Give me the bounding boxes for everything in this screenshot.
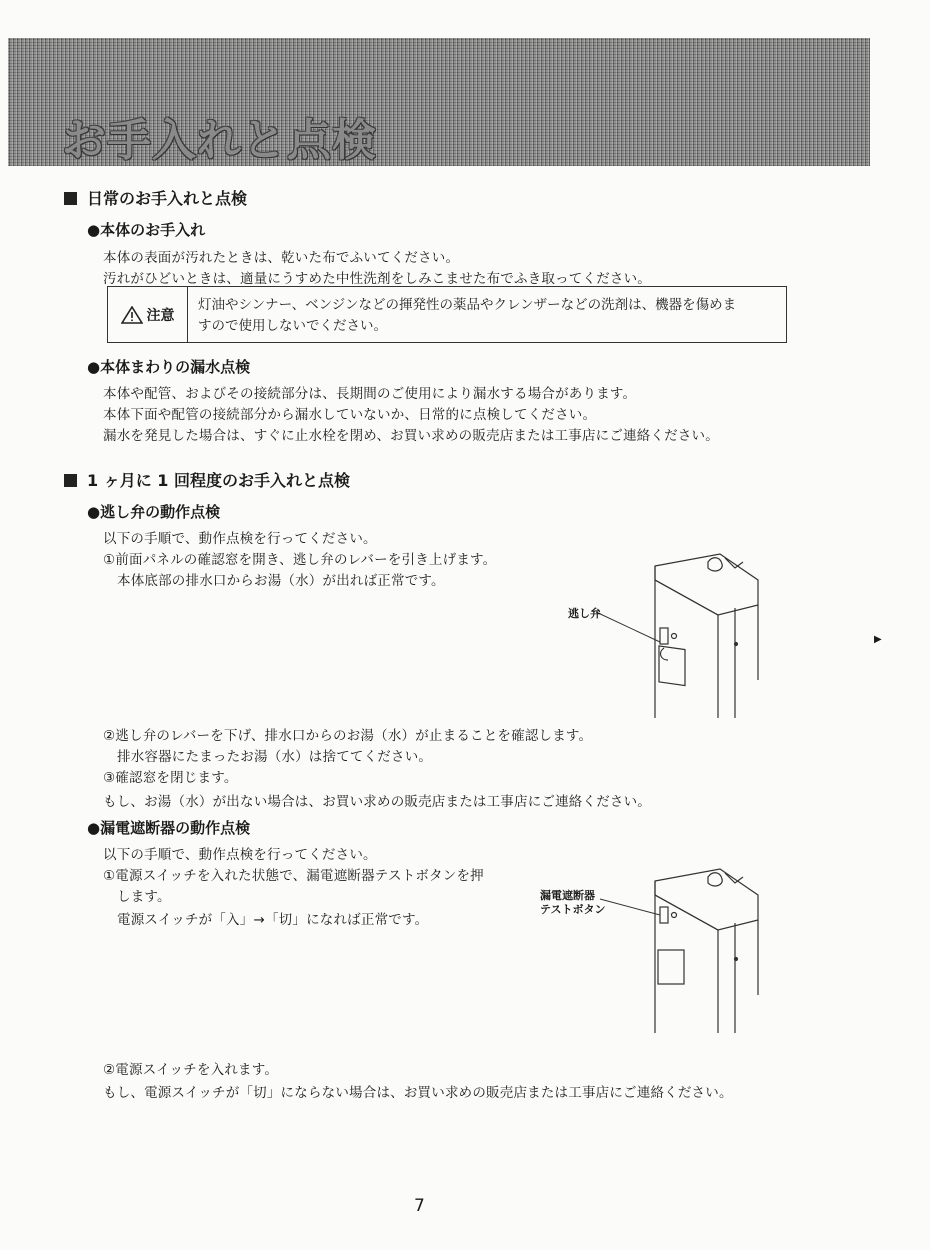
relief-step-1-note: 本体底部の排水口からお湯（水）が出れば正常です。: [117, 573, 445, 589]
relief-step-1: ①前面パネルの確認窓を開き、逃し弁のレバーを引き上げます。: [103, 552, 497, 568]
caution-box: [107, 286, 787, 343]
breaker-callout-line-2: テストボタン: [540, 903, 606, 916]
breaker-step-1-note: 電源スイッチが「入」→「切」になれば正常です。: [117, 912, 429, 928]
title-banner: [8, 38, 870, 166]
warning-triangle-icon: [121, 306, 143, 324]
breaker-step-1-line-2: します。: [117, 889, 171, 905]
breaker-note: もし、電源スイッチが「切」にならない場合は、お買い求めの販売店または工事店にご連絡ください。: [103, 1085, 733, 1101]
relief-step-2: ②逃し弁のレバーを下げ、排水口からのお湯（水）が止まることを確認します。: [103, 728, 593, 744]
margin-arrow-icon: ▶: [874, 634, 882, 645]
subheading-leak-check: ●本体まわりの漏水点検: [87, 358, 251, 376]
breaker-intro: 以下の手順で、動作点検を行ってください。: [103, 847, 377, 863]
body-care-line-2: 汚れがひどいときは、適量にうすめた中性洗剤をしみこませた布でふき取ってください。: [103, 271, 651, 287]
section-heading-daily: 日常のお手入れと点検: [64, 186, 247, 209]
breaker-step-1-line-1: ①電源スイッチを入れた状態で、漏電遮断器テストボタンを押: [103, 868, 484, 884]
caution-text: 灯油やシンナー、ベンジンなどの揮発性の薬品やクレンザーなどの洗剤は、機器を傷めま すので使用しないでください。: [198, 297, 737, 334]
subheading-relief-valve: ●逃し弁の動作点検: [87, 503, 221, 521]
relief-step-3: ③確認窓を閉じます。: [103, 770, 238, 786]
breaker-callout-line-1: 漏電遮断器: [540, 889, 595, 902]
relief-valve-callout: 逃し弁: [568, 607, 601, 620]
page-title: お手入れと点検: [62, 115, 377, 166]
square-bullet-icon: [64, 192, 77, 205]
breaker-step-2: ②電源スイッチを入れます。: [103, 1062, 279, 1078]
page-number: 7: [414, 1196, 425, 1216]
body-care-line-1: 本体の表面が汚れたときは、乾いた布でふいてください。: [103, 250, 460, 266]
caution-label: 注意: [108, 287, 188, 342]
subheading-body-care: ●本体のお手入れ: [87, 221, 206, 239]
leak-line-3: 漏水を発見した場合は、すぐに止水栓を閉め、お買い求めの販売店または工事店にご連絡ください。: [103, 428, 719, 444]
relief-step-2-note: 排水容器にたまったお湯（水）は捨ててください。: [117, 749, 433, 765]
leak-line-1: 本体や配管、およびその接続部分は、長期間のご使用により漏水する場合があります。: [103, 386, 637, 402]
water-heater-relief-valve-figure: [560, 540, 775, 720]
water-heater-breaker-figure: [560, 855, 775, 1035]
relief-intro: 以下の手順で、動作点検を行ってください。: [103, 531, 377, 547]
section-heading-monthly: 1 ヶ月に 1 回程度のお手入れと点検: [64, 468, 350, 491]
relief-note: もし、お湯（水）が出ない場合は、お買い求めの販売店または工事店にご連絡ください。: [103, 794, 651, 810]
square-bullet-icon: [64, 474, 77, 487]
subheading-breaker: ●漏電遮断器の動作点検: [87, 819, 251, 837]
leak-line-2: 本体下面や配管の接続部分から漏水していないか、日常的に点検してください。: [103, 407, 597, 423]
